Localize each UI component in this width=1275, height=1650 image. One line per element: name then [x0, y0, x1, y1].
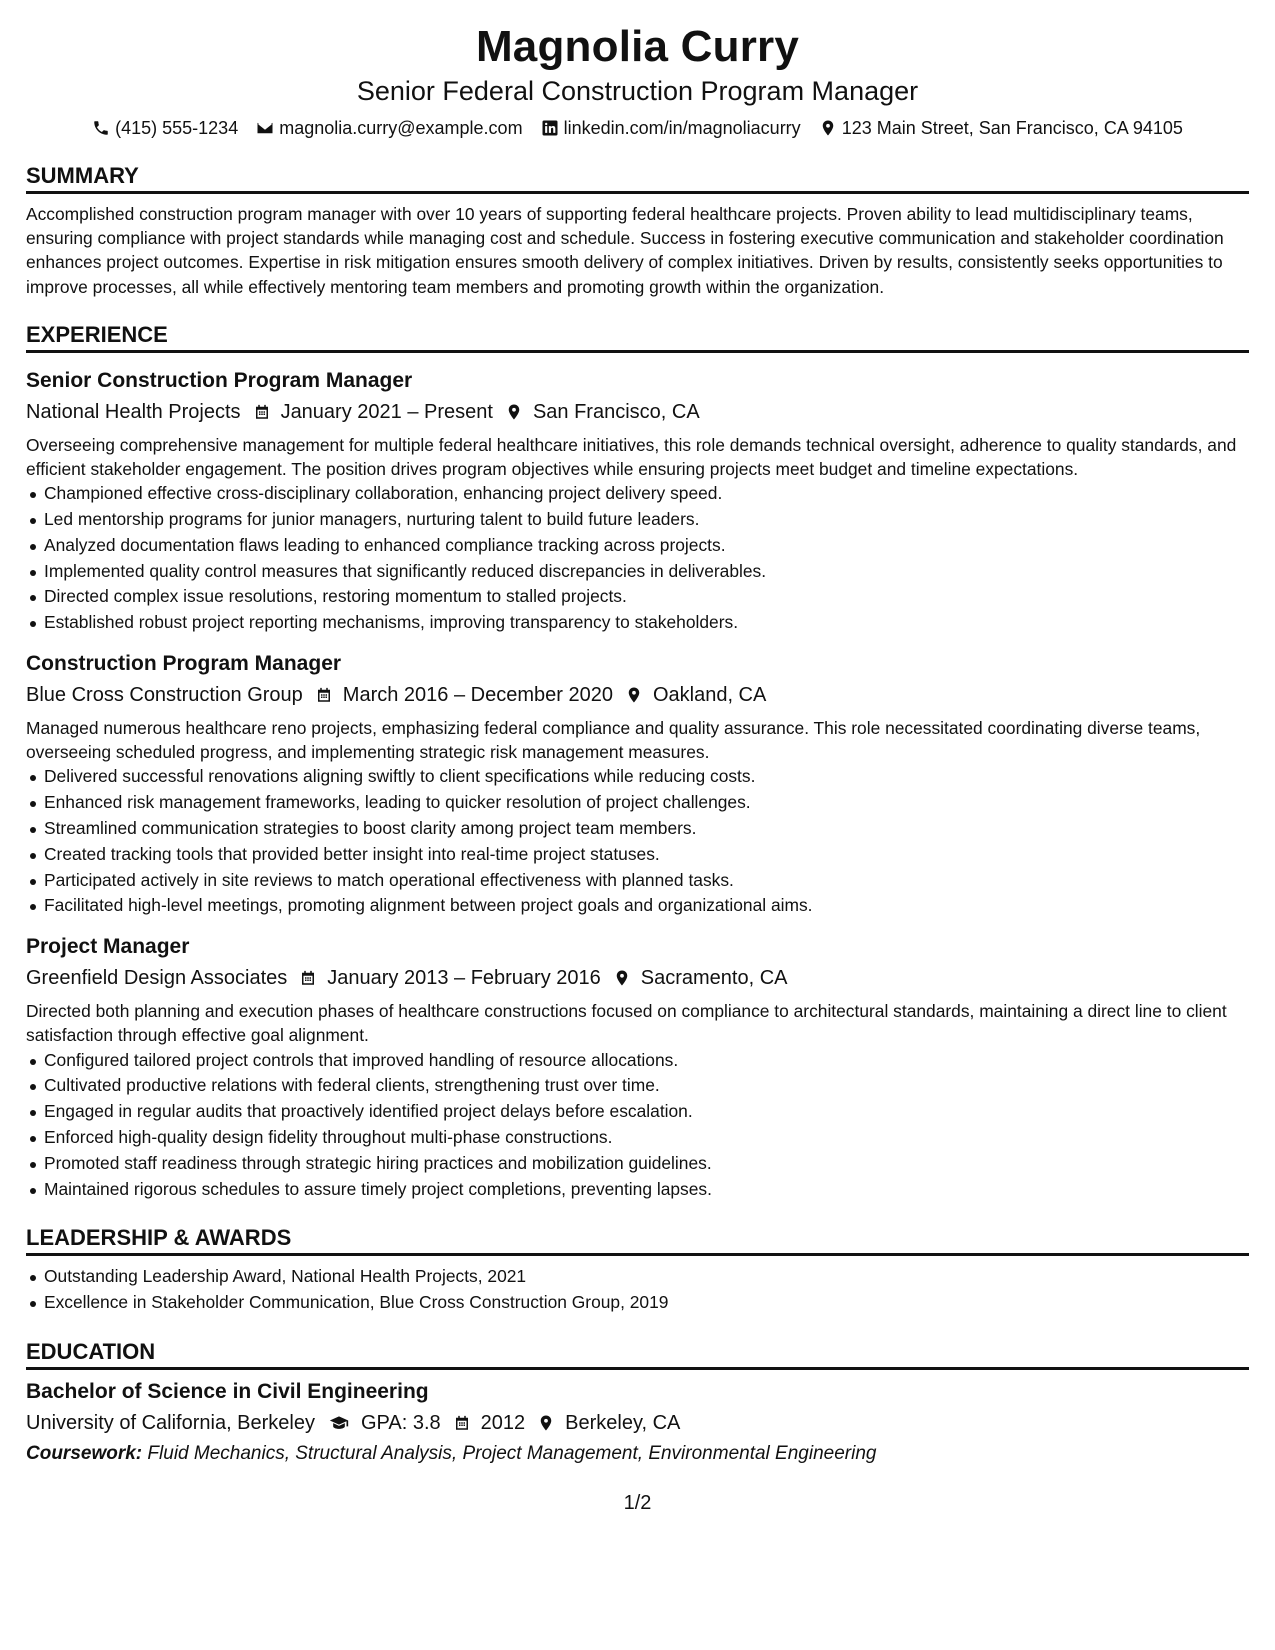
list-item: Engaged in regular audits that proactively identified project delays before escalation. [44, 1099, 1249, 1125]
list-item: Led mentorship programs for junior managers, nurturing talent to build future leaders. [44, 507, 1249, 533]
list-item: Analyzed documentation flaws leading to enhanced compliance tracking across projects. [44, 533, 1249, 559]
phone-text: (415) 555-1234 [115, 118, 239, 138]
envelope-icon [256, 119, 274, 137]
list-item: Maintained rigorous schedules to assure timely project completions, preventing lapses. [44, 1177, 1249, 1203]
list-item: Configured tailored project controls that improved handling of resource allocations. [44, 1048, 1249, 1074]
coursework-text: Fluid Mechanics, Structural Analysis, Project Management, Environmental Engineering [147, 1442, 877, 1464]
list-item: Championed effective cross-disciplinary collaboration, enhancing project delivery speed. [44, 481, 1249, 507]
graduation-year: 2012 [480, 1411, 526, 1434]
contact-phone[interactable] [92, 116, 238, 140]
job-title: Senior Construction Program Manager [26, 368, 413, 392]
list-item: Cultivated productive relations with federal clients, strengthening trust over time. [44, 1073, 1249, 1099]
job-location: Sacramento, CA [640, 967, 788, 990]
email-text: magnolia.curry@example.com [279, 118, 523, 138]
job-dates: January 2021 – Present [280, 400, 493, 423]
list-item: Implemented quality control measures that significantly reduced discrepancies in deliverables. [44, 559, 1249, 585]
job-bullets [26, 481, 1249, 636]
job-meta [26, 680, 1249, 710]
map-pin-icon [537, 1414, 555, 1432]
experience-section [26, 321, 1249, 1203]
degree-title: Bachelor of Science in Civil Engineering [26, 1379, 429, 1403]
list-item: Participated actively in site reviews to match operational effectiveness with planned tasks. [44, 868, 1249, 894]
experience-heading: EXPERIENCE [26, 321, 1249, 353]
job-entry [26, 367, 1249, 636]
job-title: Construction Program Manager [26, 652, 342, 675]
job-bullets [26, 764, 1249, 919]
summary-heading: SUMMARY [26, 162, 1249, 194]
list-item: Facilitated high-level meetings, promoting alignment between project goals and organizational aims. [44, 893, 1249, 919]
education-section [26, 1338, 1249, 1468]
list-item: Created tracking tools that provided better insight into real-time project statuses. [44, 842, 1249, 868]
calendar-icon [253, 403, 271, 421]
coursework [26, 1440, 1249, 1468]
map-pin-icon [625, 686, 643, 704]
map-pin-icon [613, 969, 631, 987]
map-pin-icon [819, 119, 837, 137]
calendar-icon [315, 686, 333, 704]
graduation-cap-icon [327, 1413, 351, 1433]
list-item: Directed complex issue resolutions, restoring momentum to stalled projects. [44, 584, 1249, 610]
job-company: National Health Projects [26, 400, 241, 423]
coursework-label: Coursework: [26, 1442, 143, 1464]
gpa-text: GPA: 3.8 [361, 1411, 441, 1434]
list-item: Established robust project reporting mechanisms, improving transparency to stakeholders. [44, 610, 1249, 636]
contact-address [819, 116, 1183, 140]
linkedin-text: linkedin.com/in/magnoliacurry [563, 118, 801, 138]
calendar-icon [299, 969, 317, 987]
job-company: Blue Cross Construction Group [26, 684, 303, 706]
school-name: University of California, Berkeley [26, 1411, 315, 1434]
awards-heading: LEADERSHIP & AWARDS [26, 1224, 1249, 1256]
job-title: Project Manager [26, 935, 190, 959]
list-item: Enforced high-quality design fidelity throughout multi-phase constructions. [44, 1125, 1249, 1151]
job-entry [26, 650, 1249, 919]
list-item: Streamlined communication strategies to boost clarity among project team members. [44, 816, 1249, 842]
list-item: Delivered successful renovations aligning swiftly to client specifications while reducing costs. [44, 764, 1249, 790]
address-text: 123 Main Street, San Francisco, CA 94105 [841, 118, 1183, 138]
candidate-name: Magnolia Curry [475, 22, 800, 71]
list-item: Excellence in Stakeholder Communication, Blue Cross Construction Group, 2019 [44, 1290, 1249, 1316]
awards-section [26, 1224, 1249, 1316]
education-heading: EDUCATION [26, 1338, 1249, 1370]
school-location: Berkeley, CA [565, 1411, 681, 1434]
job-dates: March 2016 – December 2020 [342, 684, 613, 706]
candidate-title: Senior Federal Construction Program Manager [356, 76, 919, 106]
page-number: 1/2 [623, 1492, 652, 1514]
job-company: Greenfield Design Associates [26, 967, 288, 990]
job-description: Directed both planning and execution phases of healthcare constructions focused on compliance to architectural standards, maintaining a direct line to client satisfaction through effective goal alignment. [26, 1001, 1227, 1046]
summary-text: Accomplished construction program manager with over 10 years of supporting federal healthcare projects. Proven ability to lead multidisciplinary teams, ensuring compliance with project standards while managing cost and schedule. Success in fostering executive communication and stakeholder coordination enhances project outcomes. Expertise in risk mitigation ensures smooth delivery of complex initiatives. Driven by results, consistently seeks opportunities to improve processes, all while effectively mentoring team members and promoting growth within the organization. [26, 204, 1224, 297]
job-bullets [26, 1048, 1249, 1203]
job-meta [26, 963, 1249, 993]
list-item: Outstanding Leadership Award, National Health Projects, 2021 [44, 1264, 1249, 1290]
contact-email[interactable] [256, 116, 522, 140]
education-meta [26, 1408, 1249, 1438]
map-pin-icon [505, 403, 523, 421]
job-entry [26, 933, 1249, 1202]
list-item: Enhanced risk management frameworks, leading to quicker resolution of project challenges. [44, 790, 1249, 816]
contact-linkedin[interactable] [541, 116, 801, 140]
contact-bar [26, 116, 1249, 140]
list-item: Promoted staff readiness through strategic hiring practices and mobilization guidelines. [44, 1151, 1249, 1177]
awards-list [26, 1264, 1249, 1316]
summary-section [26, 162, 1249, 299]
linkedin-icon [541, 119, 559, 137]
job-location: San Francisco, CA [532, 400, 700, 423]
job-meta [26, 397, 1249, 427]
phone-icon [92, 119, 110, 137]
job-location: Oakland, CA [652, 684, 767, 706]
calendar-icon [453, 1414, 471, 1432]
job-description: Managed numerous healthcare reno projects, emphasizing federal compliance and quality assurance. This role necessitated coordinating diverse teams, overseeing scheduled progress, and implementing strategic risk management measures. [26, 718, 1201, 763]
job-dates: January 2013 – February 2016 [327, 967, 601, 990]
job-description: Overseeing comprehensive management for multiple federal healthcare initiatives, this role demands technical oversight, adherence to quality standards, and efficient stakeholder engagement. The position drives program objectives while ensuring projects meet budget and timeline expectations. [26, 434, 1237, 480]
